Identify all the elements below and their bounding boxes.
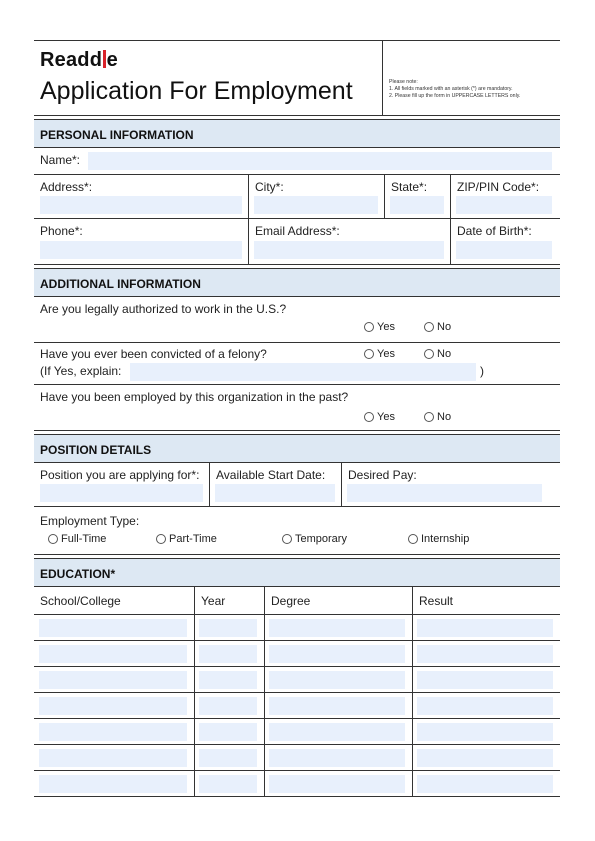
employment-type-row bbox=[34, 507, 560, 555]
edu-year-field[interactable] bbox=[199, 697, 257, 715]
edu-result-field[interactable] bbox=[417, 697, 553, 715]
brand-text: Readd bbox=[40, 49, 103, 71]
table-row bbox=[34, 719, 560, 745]
type-internship-label: Internship bbox=[421, 533, 470, 545]
type-part-time-radio[interactable] bbox=[156, 533, 217, 545]
radio-circle-icon bbox=[364, 322, 374, 332]
edu-result-field[interactable] bbox=[417, 723, 553, 741]
edu-school-field[interactable] bbox=[39, 723, 187, 741]
authorized-no-label: No bbox=[437, 321, 452, 333]
section-education-heading: EDUCATION* bbox=[34, 559, 560, 587]
desired-pay-field[interactable] bbox=[347, 484, 542, 502]
col-degree: Degree bbox=[271, 594, 311, 608]
felony-no-radio[interactable] bbox=[424, 348, 451, 360]
edu-year-field[interactable] bbox=[199, 723, 257, 741]
felony-no-label: No bbox=[437, 348, 452, 360]
table-row bbox=[34, 745, 560, 771]
felony-explain-label: (If Yes, explain: bbox=[40, 364, 122, 378]
felony-question: Have you ever been convicted of a felony? bbox=[40, 347, 267, 361]
employed-question: Have you been employed by this organization in the past? bbox=[40, 390, 349, 404]
note-title: Please note: bbox=[389, 79, 418, 85]
dob-field[interactable] bbox=[456, 241, 552, 259]
edu-year-field[interactable] bbox=[199, 775, 257, 793]
type-temporary-label: Temporary bbox=[295, 533, 347, 545]
address-field[interactable] bbox=[40, 196, 242, 214]
note-line-2: 2. Please fill up the form in UPPERCASE LETTERS only. bbox=[389, 93, 521, 99]
brand-text-end: e bbox=[106, 49, 118, 71]
name-label: Name*: bbox=[40, 153, 81, 167]
start-date-field[interactable] bbox=[215, 484, 335, 502]
page-title: Application For Employment bbox=[40, 77, 353, 105]
email-label: Email Address*: bbox=[255, 224, 340, 238]
type-part-time-label: Part-Time bbox=[169, 533, 217, 545]
radio-circle-icon bbox=[364, 349, 374, 359]
radio-circle-icon bbox=[408, 534, 418, 544]
radio-circle-icon bbox=[48, 534, 58, 544]
felony-row bbox=[34, 343, 560, 385]
table-row bbox=[34, 667, 560, 693]
authorized-no-radio[interactable] bbox=[424, 321, 451, 333]
applying-for-field[interactable] bbox=[40, 484, 203, 502]
edu-result-field[interactable] bbox=[417, 775, 553, 793]
table-row bbox=[34, 693, 560, 719]
employed-no-radio[interactable] bbox=[424, 411, 451, 423]
table-row bbox=[34, 771, 560, 797]
edu-year-field[interactable] bbox=[199, 619, 257, 637]
radio-circle-icon bbox=[424, 322, 434, 332]
note-line-1: 1. All fields marked with an asterisk (*) are mandatory. bbox=[389, 86, 513, 92]
city-field[interactable] bbox=[254, 196, 378, 214]
brand-logo bbox=[40, 49, 118, 72]
edu-degree-field[interactable] bbox=[269, 645, 405, 663]
employed-yes-label: Yes bbox=[377, 411, 395, 423]
authorized-row bbox=[34, 297, 560, 343]
form-header bbox=[34, 40, 560, 116]
edu-result-field[interactable] bbox=[417, 645, 553, 663]
section-position-heading: POSITION DETAILS bbox=[34, 435, 560, 463]
email-field[interactable] bbox=[254, 241, 444, 259]
table-row bbox=[34, 641, 560, 667]
felony-yes-label: Yes bbox=[377, 348, 395, 360]
employment-application-form bbox=[34, 40, 560, 797]
phone-label: Phone*: bbox=[40, 224, 83, 238]
start-date-label: Available Start Date: bbox=[216, 468, 326, 482]
name-field[interactable] bbox=[88, 152, 552, 170]
education-header-row bbox=[34, 587, 560, 615]
section-additional-heading: ADDITIONAL INFORMATION bbox=[34, 269, 560, 297]
applying-for-label: Position you are applying for*: bbox=[40, 468, 200, 482]
edu-school-field[interactable] bbox=[39, 775, 187, 793]
col-result: Result bbox=[419, 594, 454, 608]
phone-row bbox=[34, 219, 560, 265]
edu-result-field[interactable] bbox=[417, 671, 553, 689]
edu-year-field[interactable] bbox=[199, 645, 257, 663]
state-label: State*: bbox=[391, 180, 428, 194]
table-row bbox=[34, 615, 560, 641]
dob-label: Date of Birth*: bbox=[457, 224, 532, 238]
brand-bar bbox=[103, 50, 106, 68]
felony-close-paren: ) bbox=[480, 364, 484, 378]
position-row bbox=[34, 463, 560, 507]
address-row bbox=[34, 175, 560, 219]
authorized-yes-label: Yes bbox=[377, 321, 395, 333]
type-temporary-radio[interactable] bbox=[282, 533, 347, 545]
name-row bbox=[34, 148, 560, 175]
radio-circle-icon bbox=[156, 534, 166, 544]
edu-degree-field[interactable] bbox=[269, 697, 405, 715]
edu-result-field[interactable] bbox=[417, 619, 553, 637]
radio-circle-icon bbox=[282, 534, 292, 544]
phone-field[interactable] bbox=[40, 241, 242, 259]
radio-circle-icon bbox=[364, 412, 374, 422]
edu-degree-field[interactable] bbox=[269, 723, 405, 741]
state-field[interactable] bbox=[390, 196, 444, 214]
edu-degree-field[interactable] bbox=[269, 671, 405, 689]
edu-year-field[interactable] bbox=[199, 671, 257, 689]
section-personal-heading: PERSONAL INFORMATION bbox=[34, 120, 560, 148]
employed-no-label: No bbox=[437, 411, 452, 423]
edu-result-field[interactable] bbox=[417, 749, 553, 767]
edu-school-field[interactable] bbox=[39, 619, 187, 637]
felony-yes-radio[interactable] bbox=[364, 348, 395, 360]
radio-circle-icon bbox=[424, 412, 434, 422]
employed-row bbox=[34, 385, 560, 431]
authorized-yes-radio[interactable] bbox=[364, 321, 395, 333]
radio-circle-icon bbox=[424, 349, 434, 359]
edu-year-field[interactable] bbox=[199, 749, 257, 767]
felony-explain-field[interactable] bbox=[130, 363, 476, 381]
address-label: Address*: bbox=[40, 180, 93, 194]
col-year: Year bbox=[201, 594, 226, 608]
edu-degree-field[interactable] bbox=[269, 619, 405, 637]
desired-pay-label: Desired Pay: bbox=[348, 468, 417, 482]
type-full-time-label: Full-Time bbox=[61, 533, 107, 545]
employment-type-label: Employment Type: bbox=[40, 514, 140, 528]
edu-school-field[interactable] bbox=[39, 697, 187, 715]
edu-degree-field[interactable] bbox=[269, 749, 405, 767]
type-internship-radio[interactable] bbox=[408, 533, 469, 545]
edu-school-field[interactable] bbox=[39, 749, 187, 767]
edu-school-field[interactable] bbox=[39, 671, 187, 689]
zip-label: ZIP/PIN Code*: bbox=[457, 180, 540, 194]
zip-field[interactable] bbox=[456, 196, 552, 214]
education-rows bbox=[34, 615, 560, 797]
note-box bbox=[382, 41, 560, 116]
edu-school-field[interactable] bbox=[39, 645, 187, 663]
city-label: City*: bbox=[255, 180, 284, 194]
type-full-time-radio[interactable] bbox=[48, 533, 106, 545]
employed-yes-radio[interactable] bbox=[364, 411, 395, 423]
edu-degree-field[interactable] bbox=[269, 775, 405, 793]
col-school: School/College bbox=[40, 594, 121, 608]
authorized-question: Are you legally authorized to work in the U.S.? bbox=[40, 302, 287, 316]
